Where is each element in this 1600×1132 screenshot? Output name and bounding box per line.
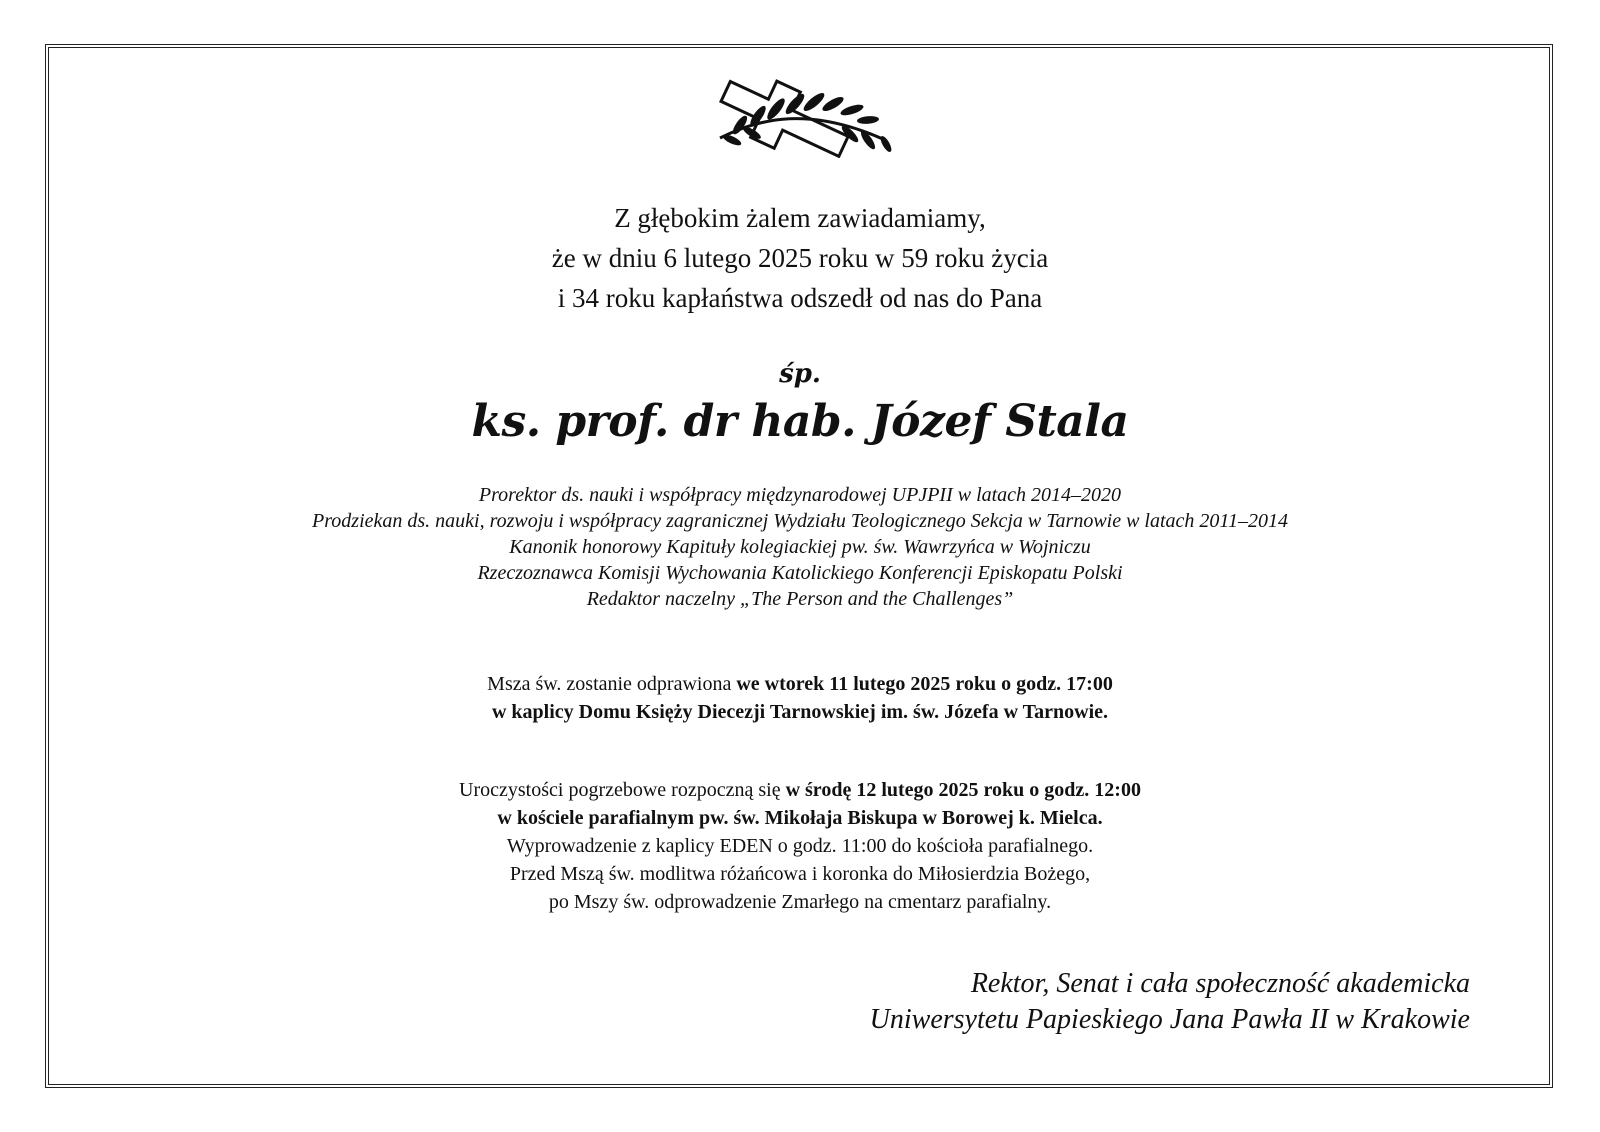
funeral-info (0, 776, 1600, 916)
title-line: Prodziekan ds. nauki, rozwoju i współpracy zagranicznej Wydziału Teologicznego Sekcja w Tarnowie w latach 2011–2014 (312, 510, 1288, 532)
deceased-prefix: śp. (779, 359, 821, 389)
signature-line-1: Rektor, Senat i cała społeczność akademicka (970, 968, 1470, 999)
signature-line-2: Uniwersytetu Papieskiego Jana Pawła II w Krakowie (869, 1004, 1470, 1035)
title-line: Prorektor ds. nauki i współpracy międzynarodowej UPJPII w latach 2014–2020 (478, 484, 1122, 506)
deceased-name: ks. prof. dr hab. Józef Stala (471, 396, 1129, 447)
title-line: Kanonik honorowy Kapituły kolegiackiej pw. św. Wawrzyńca w Wojniczu (509, 536, 1091, 558)
intro-line-2: że w dniu 6 lutego 2025 roku w 59 roku życia (551, 243, 1049, 273)
mass-datetime: we wtorek 11 lutego 2025 roku o godz. 17:00 (736, 673, 1113, 695)
title-line: Rzeczoznawca Komisji Wychowania Katolickiego Konferencji Episkopatu Polski (477, 562, 1123, 584)
signature (870, 966, 1470, 1038)
intro-line-1: Z głębokim żalem zawiadamiamy, (614, 203, 986, 233)
title-line: Redaktor naczelny „The Person and the Challenges” (586, 588, 1014, 610)
mass-intro: Msza św. zostanie odprawiona (487, 673, 737, 695)
funeral-line-1 (0, 776, 1600, 804)
mass-line-1 (0, 670, 1600, 698)
intro-line-3: i 34 roku kapłaństwa odszedł od nas do Pana (557, 283, 1043, 313)
funeral-datetime: w środę 12 lutego 2025 roku o godz. 12:00 (785, 779, 1141, 801)
funeral-line-3: Wyprowadzenie z kaplicy EDEN o godz. 11:00 do kościoła parafialnego. (506, 835, 1094, 857)
deceased-titles (0, 482, 1600, 612)
funeral-line-5: po Mszy św. odprowadzenie Zmarłego na cmentarz parafialny. (548, 891, 1052, 913)
intro-announcement (0, 198, 1600, 318)
funeral-intro: Uroczystości pogrzebowe rozpoczną się (459, 779, 786, 801)
funeral-place: w kościele parafialnym pw. św. Mikołaja Biskupa w Borowej k. Mielca. (497, 807, 1103, 829)
mass-place: w kaplicy Domu Księży Diecezji Tarnowskiej im. św. Józefa w Tarnowie. (491, 701, 1109, 723)
funeral-line-4: Przed Mszą św. modlitwa różańcowa i koronka do Miłosierdzia Bożego, (509, 863, 1091, 885)
mass-info (0, 670, 1600, 726)
cross-with-palm-branch-icon (700, 78, 900, 158)
